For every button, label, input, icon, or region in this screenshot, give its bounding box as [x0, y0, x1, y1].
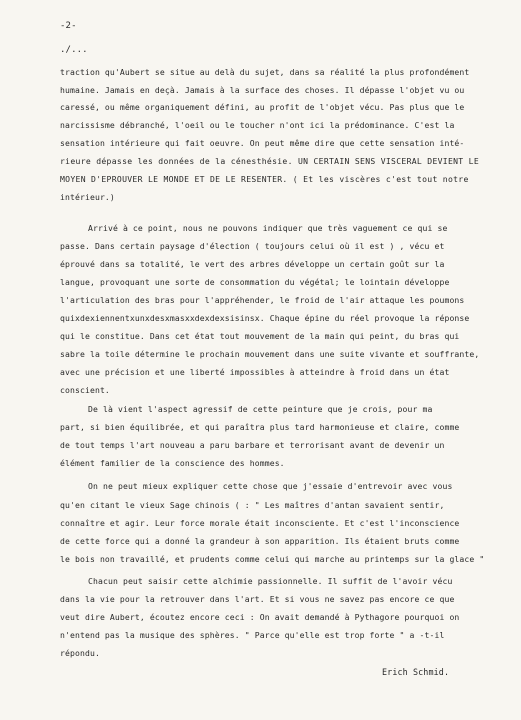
text-line: On ne peut mieux expliquer cette chose que j'essaie d'entrevoir avec vous [88, 481, 453, 491]
page-number: -2- [60, 21, 77, 31]
text-line: Chacun peut saisir cette alchimie passionnelle. Il suffit de l'avoir vécu [88, 576, 453, 586]
text-line: élément familier de la conscience des hommes. [60, 458, 285, 468]
text-line: l'articulation des bras pour l'appréhender, le froid de l'air attaque les poumons [60, 295, 465, 305]
text-line: éprouvé dans sa totalité, le vert des arbres développe un certain goût sur la [60, 259, 445, 269]
text-line: qu'en citant le vieux Sage chinois ( : " Les maîtres d'antan savaient sentir, [60, 500, 445, 510]
text-line: part, si bien équilibrée, et qui paraîtra plus tard harmonieuse et claire, comme [60, 422, 460, 432]
text-line: connaître et agir. Leur force morale était inconsciente. Et c'est l'inconscience [60, 518, 460, 528]
text-line: traction qu'Aubert se situe au delà du sujet, dans sa réalité la plus profondément [60, 67, 470, 77]
text-line: répondu. [60, 648, 100, 658]
text-line: passe. Dans certain paysage d'élection ( toujours celui où il est ) , vécu et [60, 241, 445, 251]
text-line: caressé, ou même organiquement défini, au profit de l'objet vécu. Pas plus que le [60, 102, 465, 112]
text-line: n'entend pas la musique des sphères. " Parce qu'elle est trop forte " a -t-il [60, 630, 445, 640]
text-line: avec une précision et une liberté impossibles à atteindre à froid dans un état [60, 367, 450, 377]
text-line: MOYEN D'EPROUVER LE MONDE ET DE LE RESENTER. ( Et les viscères c'est tout notre [60, 174, 469, 184]
text-line: De là vient l'aspect agressif de cette peinture que je crois, pour ma [88, 404, 433, 414]
text-line: humaine. Jamais en deçà. Jamais à la surface des choses. Il dépasse l'objet vu ou [60, 85, 465, 95]
text-line: sabre la toile détermine le prochain mouvement dans une suite vivante et souffrante, [60, 349, 480, 359]
text-line: intérieur.) [60, 192, 115, 202]
signature: Erich Schmid. [382, 667, 450, 677]
text-line: dans la vie pour la retrouver dans l'art. Et si vous ne savez pas encore ce que [60, 594, 455, 604]
text-line: rieure dépasse les données de la cénesthésie. UN CERTAIN SENS VISCERAL DEVIENT LE [60, 156, 479, 166]
text-line: de cette force qui a donné la grandeur à son apparition. Ils étaient bruts comme [60, 536, 460, 546]
text-line: le bois non travaillé, et prudents comme celui qui marche au printemps sur la glace " [60, 554, 485, 564]
continuation-mark: ./... [60, 45, 88, 55]
text-line: de tout temps l'art nouveau a paru barbare et terrorisant avant de devenir un [60, 440, 445, 450]
text-line: langue, provoquant une sorte de consommation du végétal; le lointain développe [60, 277, 450, 287]
text-line: quixdexiennentxunxdesxmasxxdexdexsisinsx. Chaque épine du réel provoque la réponse [60, 313, 470, 323]
text-line: Arrivé à ce point, nous ne pouvons indiquer que très vaguement ce qui se [88, 223, 448, 233]
text-line: sensation intérieure qui fait oeuvre. On peut même dire que cette sensation inté- [60, 138, 465, 148]
text-line: narcissisme débranché, l'oeil ou le toucher n'ont ici la prédominance. C'est la [60, 120, 455, 130]
text-line: qui le constitue. Dans cet état tout mouvement de la main qui peint, du bras qui [60, 331, 460, 341]
text-line: veut dire Aubert, écoutez encore ceci : On avait demandé à Pythagore pourquoi on [60, 612, 460, 622]
text-line: conscient. [60, 385, 110, 395]
